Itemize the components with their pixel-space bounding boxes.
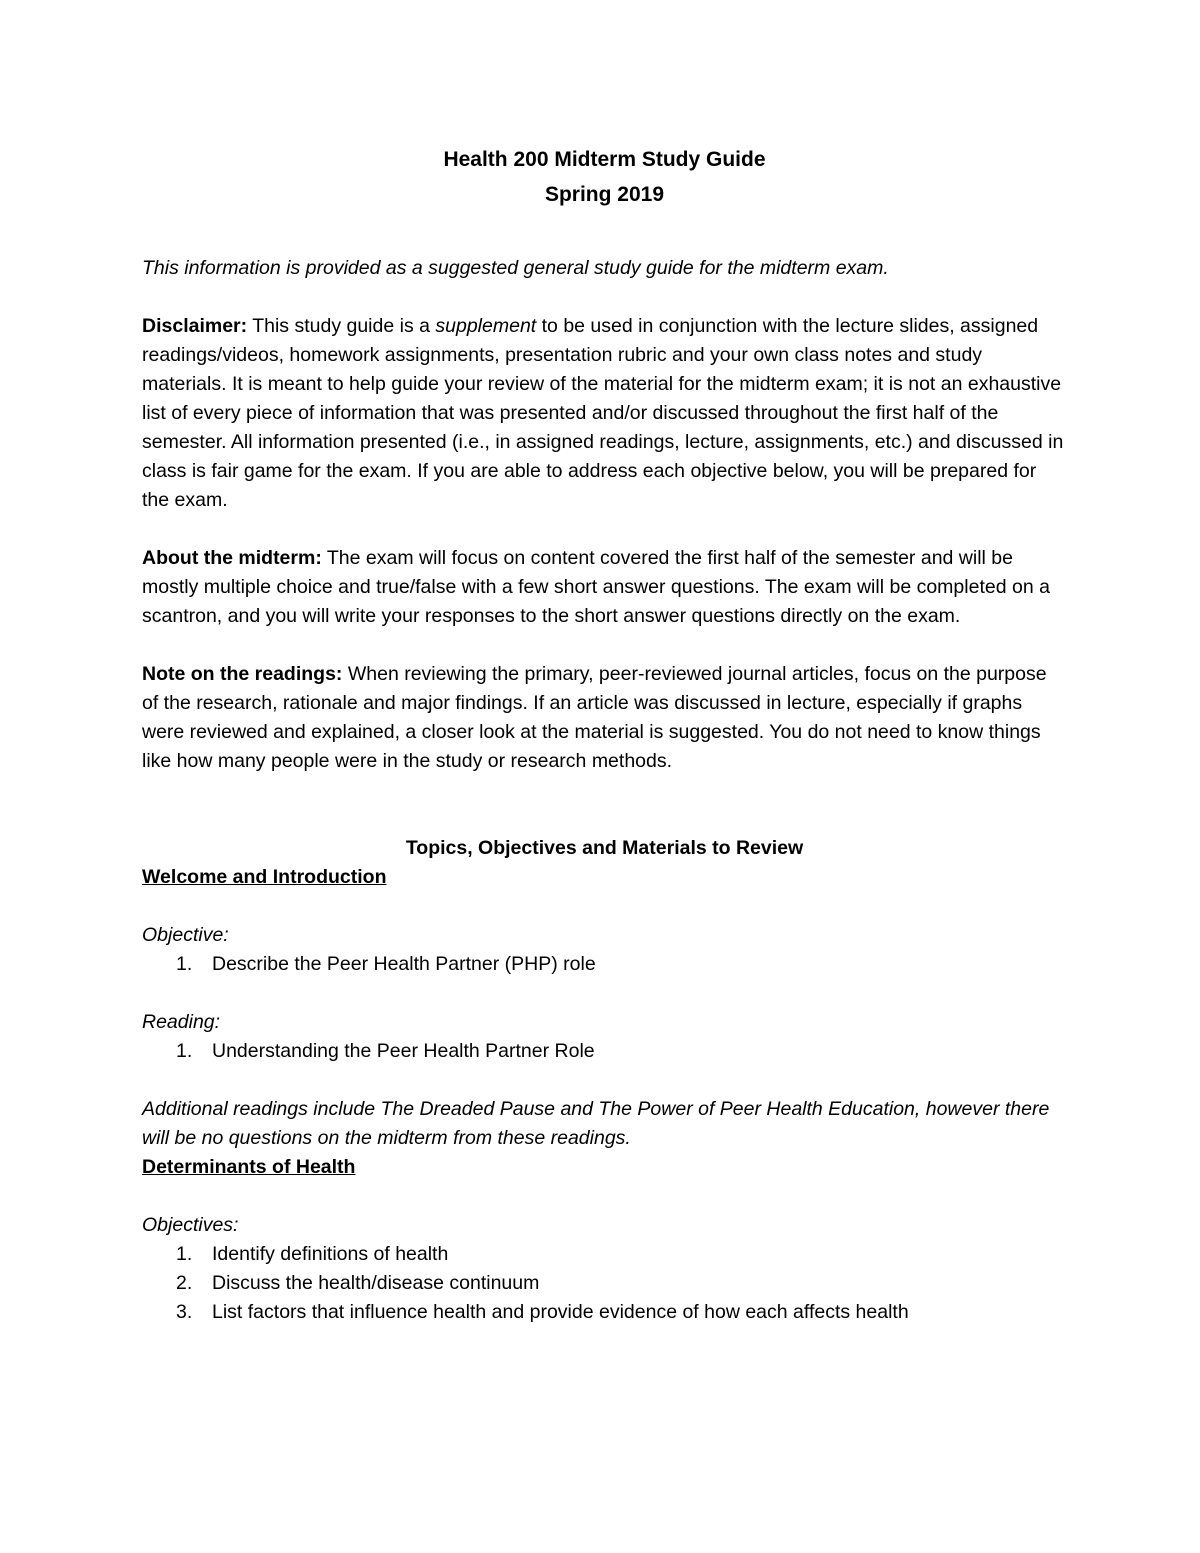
list-item bbox=[142, 1269, 1067, 1298]
list-item bbox=[142, 1240, 1067, 1269]
section-heading-welcome: Welcome and Introduction bbox=[142, 866, 387, 888]
list-text: Identify definitions of health bbox=[212, 1243, 449, 1265]
additional-readings-note: Additional readings include The Dreaded Pause and The Power of Peer Health Education, however there will be no questions on the midterm from these readings. bbox=[142, 1098, 1050, 1149]
document-subtitle: Spring 2019 bbox=[544, 183, 665, 206]
disclaimer-emphasis: supplement bbox=[435, 315, 537, 337]
note-readings-label: Note on the readings: bbox=[142, 663, 343, 685]
section-heading-determinants: Determinants of Health bbox=[142, 1156, 356, 1178]
readings-list bbox=[142, 1037, 1067, 1066]
reading-label: Reading: bbox=[142, 1011, 221, 1033]
about-midterm-label: About the midterm: bbox=[142, 547, 322, 569]
list-number: 1. bbox=[176, 953, 193, 975]
disclaimer-text-after: to be used in conjunction with the lecture slides, assigned readings/videos, homework assignments, presentation rubric and your own class notes and study materials. It is meant to help guide your review of the material for the midterm exam; it is not an exhaustive list of every piece of information that was presented and/or discussed throughout the first half of the semester. All information presented (i.e., in assigned readings, lecture, assignments, etc.) and discussed in class is fair game for the exam. If you are able to address each objective below, you will be prepared for the exam. bbox=[142, 315, 1064, 511]
list-text: List factors that influence health and provide evidence of how each affects health bbox=[212, 1301, 909, 1323]
disclaimer-text-before: This study guide is a bbox=[247, 315, 436, 337]
objective-label: Objective: bbox=[142, 924, 229, 946]
list-text: Describe the Peer Health Partner (PHP) role bbox=[212, 953, 596, 975]
list-item bbox=[142, 950, 1067, 979]
note-readings-text: When reviewing the primary, peer-reviewed journal articles, focus on the purpose of the research, rationale and major findings. If an article was discussed in lecture, especially if graphs were reviewed and explained, a closer look at the material is suggested. You do not need to know things like how many people were in the study or research methods. bbox=[142, 663, 1047, 772]
list-number: 3. bbox=[176, 1301, 193, 1323]
disclaimer-label: Disclaimer: bbox=[142, 315, 248, 337]
topics-heading: Topics, Objectives and Materials to Review bbox=[405, 837, 804, 859]
objectives-list bbox=[142, 950, 1067, 979]
list-text: Understanding the Peer Health Partner Role bbox=[212, 1040, 595, 1062]
about-midterm-text: The exam will focus on content covered the first half of the semester and will be mostly multiple choice and true/false with a few short answer questions. The exam will be completed on a scantron, and you will write your responses to the short answer questions directly on the exam. bbox=[142, 547, 1050, 627]
intro-text: This information is provided as a suggested general study guide for the midterm exam. bbox=[142, 257, 889, 279]
list-number: 1. bbox=[176, 1040, 193, 1062]
objectives-label: Objectives: bbox=[142, 1214, 239, 1236]
disclaimer-paragraph bbox=[142, 312, 1067, 515]
about-midterm-paragraph bbox=[142, 544, 1067, 631]
list-number: 1. bbox=[176, 1243, 193, 1265]
list-text: Discuss the health/disease continuum bbox=[212, 1272, 540, 1294]
document-page bbox=[142, 140, 1067, 1327]
list-number: 2. bbox=[176, 1272, 193, 1294]
list-item bbox=[142, 1298, 1067, 1327]
objectives-list bbox=[142, 1240, 1067, 1327]
note-readings-paragraph bbox=[142, 660, 1067, 776]
list-item bbox=[142, 1037, 1067, 1066]
document-title: Health 200 Midterm Study Guide bbox=[443, 148, 766, 171]
